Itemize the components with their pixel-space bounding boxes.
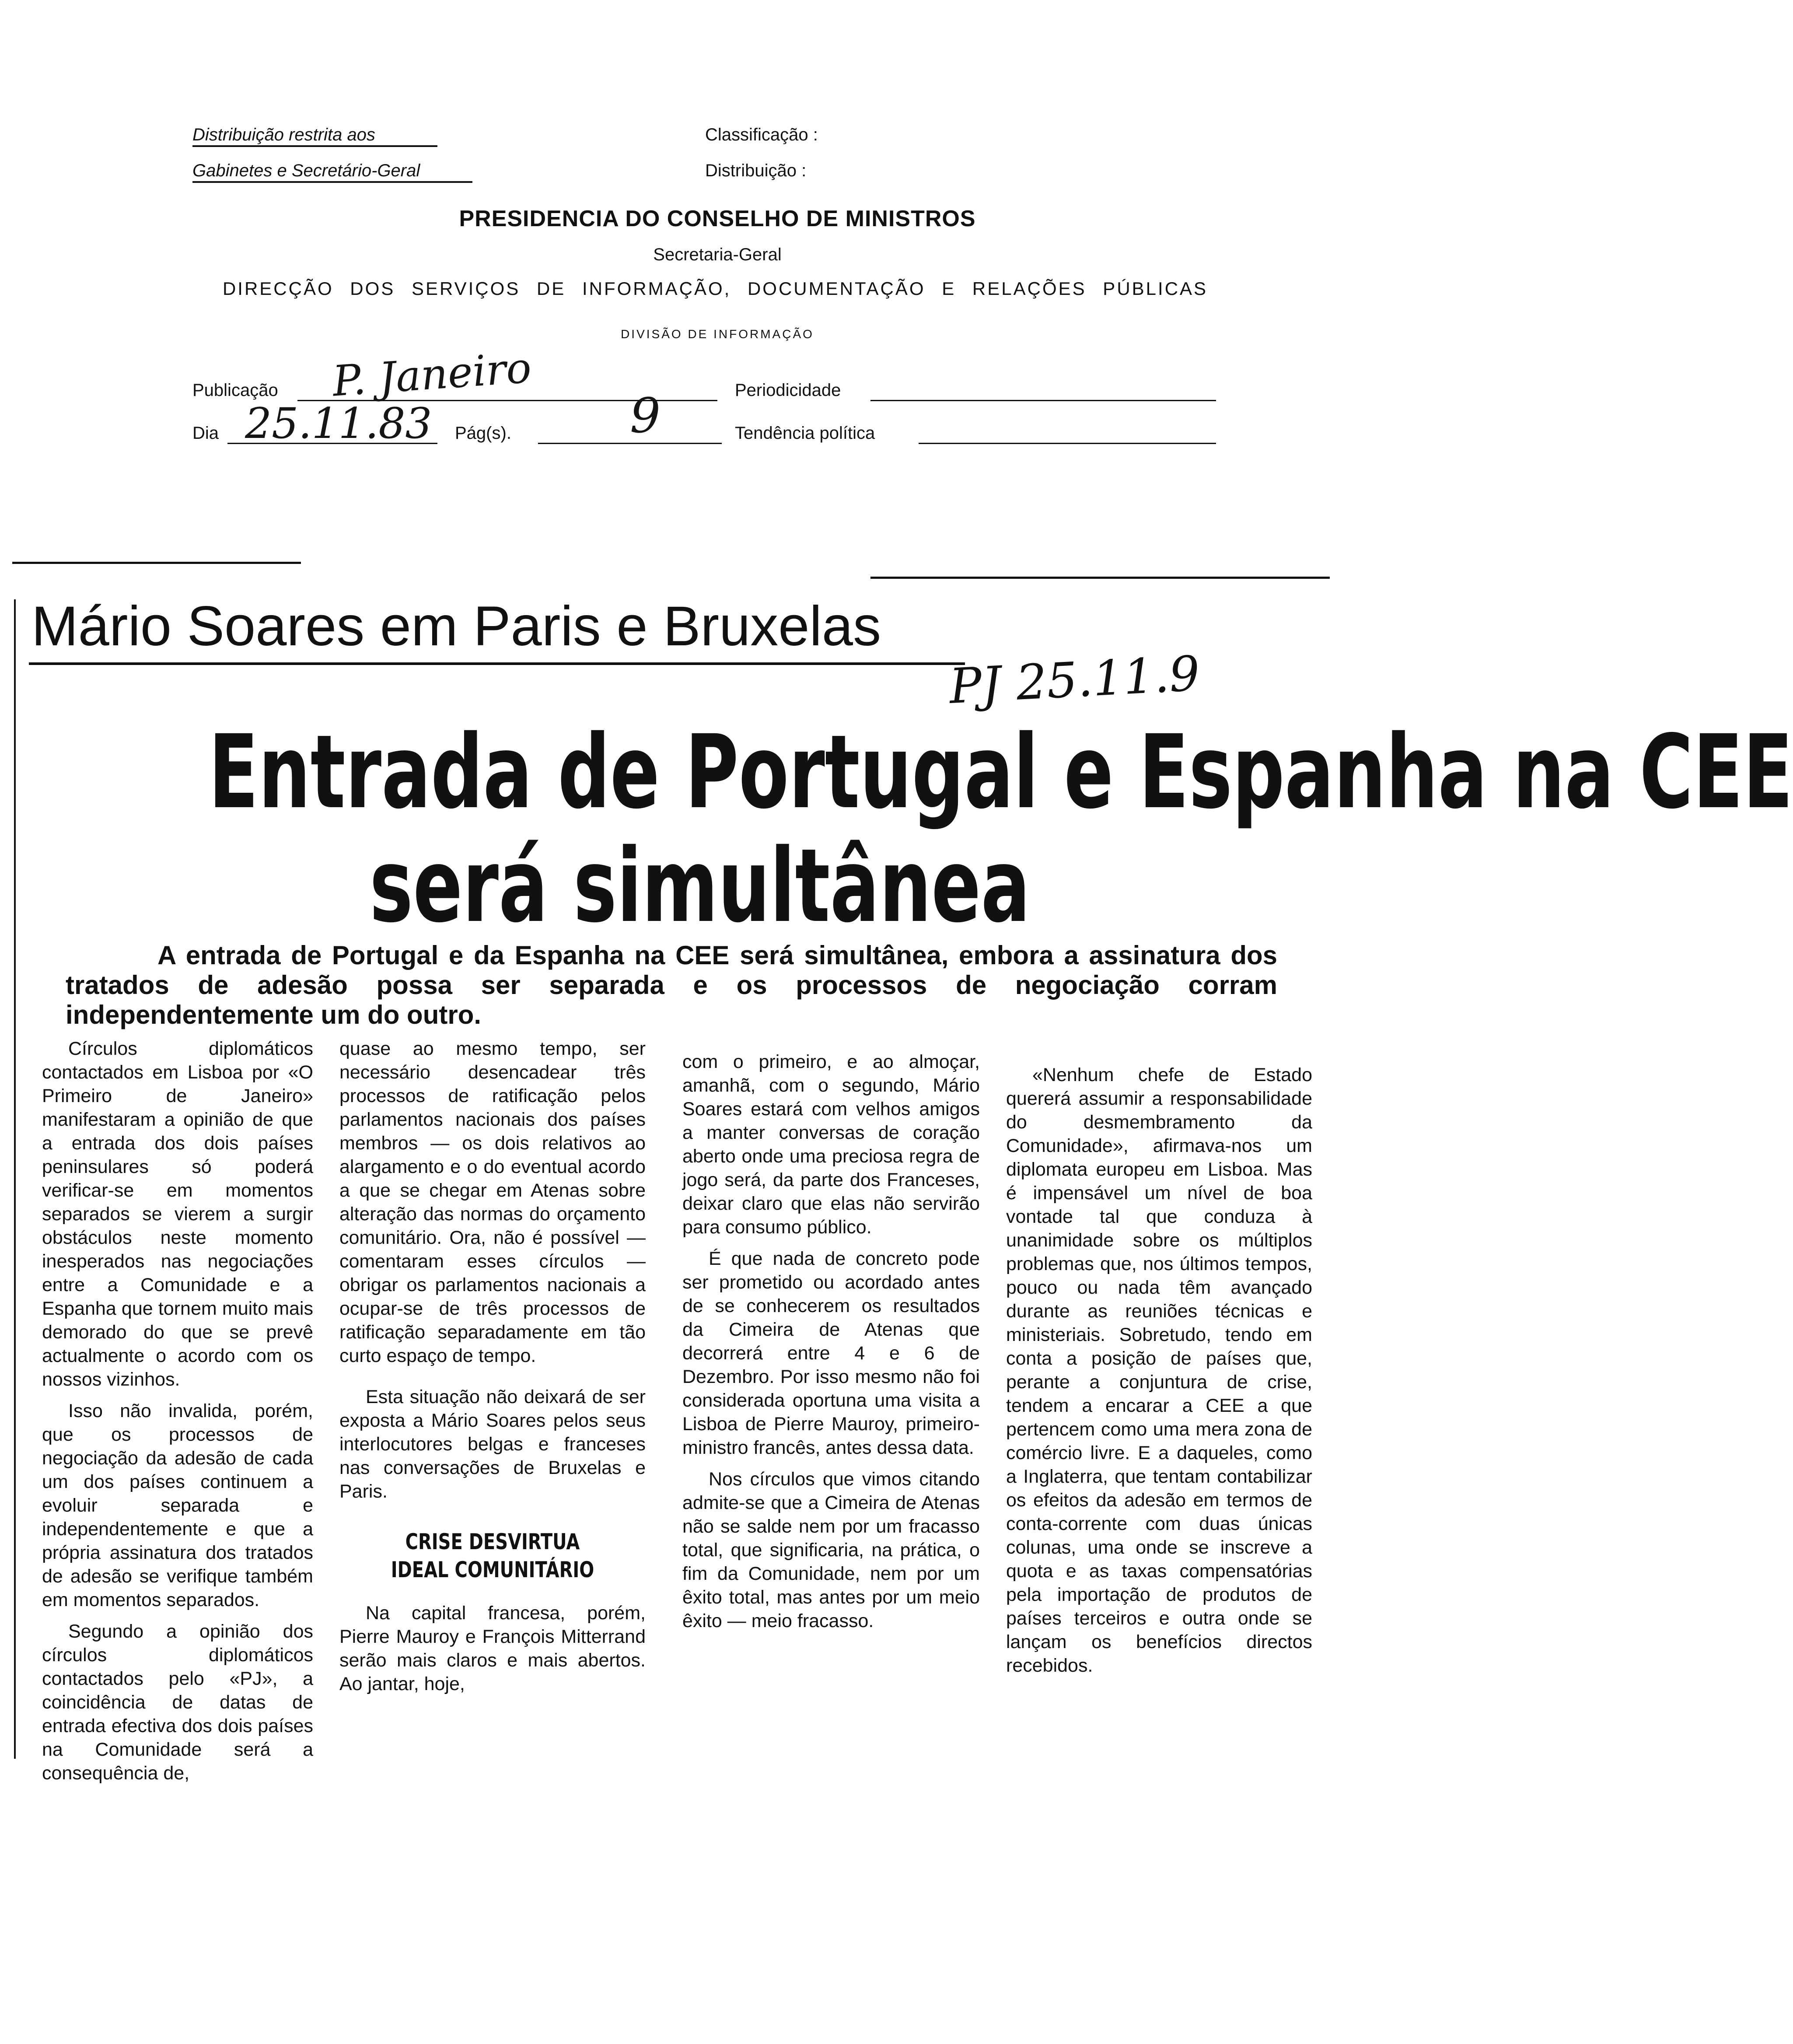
article-column-2 [339, 1037, 646, 1696]
periodicity-fill-line [870, 400, 1216, 401]
presidency-title: PRESIDENCIA DO CONSELHO DE MINISTROS [459, 206, 976, 231]
col4-paragraph-1: «Nenhum chefe de Estado quererá assumir a responsabilidade do desmembramento da Comunidade», afirmava-nos um diplomata europeu em Lisboa. Mas é impensável um nível de boa vontade tal que conduza à unanimidade sobre os múltiplos problemas que, nos últimos tempos, pouco ou nada têm avançado durante as reuniões técnicas e ministeriais. Sobretudo, tendo em conta a posição de países que, perante a conjuntura de crise, tendem a encarar a CEE a que pertencem como uma mera zona de comércio livre. E a daqueles, como a Inglaterra, que tentam contabilizar os efeitos da adesão em termos de conta-corrente com duas únicas colunas, uma onde se inscreve a quota e as taxas compensatórias pela importação de produtos de países terceiros e outra onde se lançam os benefícios directos recebidos. [1006, 1064, 1312, 1676]
secretariat-subtitle: Secretaria-Geral [653, 245, 782, 264]
article-column-1 [42, 1037, 313, 1785]
col1-paragraph-3: Segundo a opinião dos círculos diplomáticos contactados pelo «PJ», a coincidência de datas de entrada efectiva dos dois países na Comunidade será a consequência de, [42, 1621, 313, 1784]
distribution-restricted-line1: Distribuição restrita aos [192, 124, 437, 147]
clipping-edge-rule-right [870, 577, 1330, 579]
pages-handwritten: 9 [630, 388, 661, 444]
periodicity-label: Periodicidade [735, 381, 841, 400]
article-lead: A entrada de Portugal e da Espanha na CEE será simultânea, embora a assinatura dos tratados de adesão possa ser separada e os processos de negociação corram independentemente um do outro. [66, 941, 1277, 1029]
col1-paragraph-1: Círculos diplomáticos contactados em Lisboa por «O Primeiro de Janeiro» manifestaram a opinião de que a entrada dos dois países peninsulares só poderá verificar-se em momentos separados se vierem a surgir obstáculos neste momento inesperados nas negociações entre a Comunidade e a Espanha que tornem muito mais demorado do que se prevê actualmente o acordo com os nossos vizinhos. [42, 1038, 313, 1390]
headline-line-1: Entrada de Portugal e Espanha na CEE [208, 713, 1793, 831]
article-kicker: Mário Soares em Paris e Bruxelas [31, 595, 881, 658]
article-column-4 [1006, 1063, 1312, 1677]
kicker-underline [29, 662, 965, 665]
handwritten-annotation: PJ 25.11.9 [948, 645, 1201, 714]
directorate-line: DIRECÇÃO DOS SERVIÇOS DE INFORMAÇÃO, DOCUMENTAÇÃO E RELAÇÕES PÚBLICAS [222, 278, 1208, 299]
clipping-edge-rule-left [12, 562, 301, 564]
distribution-label: Distribuição : [705, 161, 807, 180]
political-tendency-label: Tendência política [735, 424, 875, 443]
col3-paragraph-2: É que nada de concreto pode ser prometido ou acordado antes de se conhecerem os resultados da Cimeira de Atenas que decorrerá entre 4 e 6 de Dezembro. Por isso mesmo não foi considerada oportuna uma visita a Lisboa de Pierre Mauroy, primeiro-ministro francês, antes dessa data. [682, 1248, 980, 1458]
publication-handwritten: P. Janeiro [331, 343, 533, 406]
subheading-line-2: IDEAL COMUNITÁRIO [391, 1557, 594, 1582]
col2-paragraph-1: quase ao mesmo tempo, ser necessário desencadear três processos de ratificação pelos parlamentos nacionais dos países membros — os dois relativos ao alargamento e o do eventual acordo a que se chegar em Atenas sobre alteração das normas do orçamento comunitário. Ora, não é possível — comentaram esses círculos — obrigar os parlamentos nacionais a ocupar-se de três processos de ratificação separadamente em tão curto espaço de tempo. [339, 1038, 646, 1366]
clipping-cut-edge [14, 599, 16, 1759]
subheading [370, 1528, 615, 1584]
col3-paragraph-3: Nos círculos que vimos citando admite-se que a Cimeira de Atenas não se salde nem por um fracasso total, que significaria, na prática, o fim da Comunidade, nem por um êxito total, mas antes por um meio êxito — meio fracasso. [682, 1469, 980, 1631]
day-label: Dia [192, 424, 219, 443]
classification-label: Classificação : [705, 125, 818, 144]
subheading-line-1: CRISE DESVIRTUA [405, 1529, 580, 1554]
col3-paragraph-1: com o primeiro, e ao almoçar, amanhã, com o segundo, Mário Soares estará com velhos amigos a manter conversas de coração aberto onde uma preciosa regra de jogo será, da parte dos Franceses, deixar claro que elas não servirão para consumo público. [682, 1051, 980, 1238]
distribution-restricted-line2: Gabinetes e Secretário-Geral [192, 160, 472, 183]
division-line: DIVISÃO DE INFORMAÇÃO [621, 327, 814, 341]
col2-paragraph-2: Esta situação não deixará de ser exposta a Mário Soares pelos seus interlocutores belgas e franceses nas conversações de Bruxelas e Paris. [339, 1386, 646, 1502]
publication-label: Publicação [192, 381, 278, 400]
col1-paragraph-2: Isso não invalida, porém, que os processos de negociação da adesão de cada um dos países continuem a evoluir separada e independentemente e que a própria assinatura dos tratados de adesão se verifique também em momentos separados. [42, 1400, 313, 1610]
headline-line-2: será simultânea [369, 827, 1031, 945]
day-handwritten: 25.11.83 [245, 399, 432, 448]
article-column-3 [682, 1050, 980, 1633]
pages-label: Pág(s). [455, 424, 511, 443]
col2-paragraph-3: Na capital francesa, porém, Pierre Mauroy e François Mitterrand serão mais claros e mais abertos. Ao jantar, hoje, [339, 1603, 646, 1694]
political-tendency-fill-line [919, 443, 1216, 444]
